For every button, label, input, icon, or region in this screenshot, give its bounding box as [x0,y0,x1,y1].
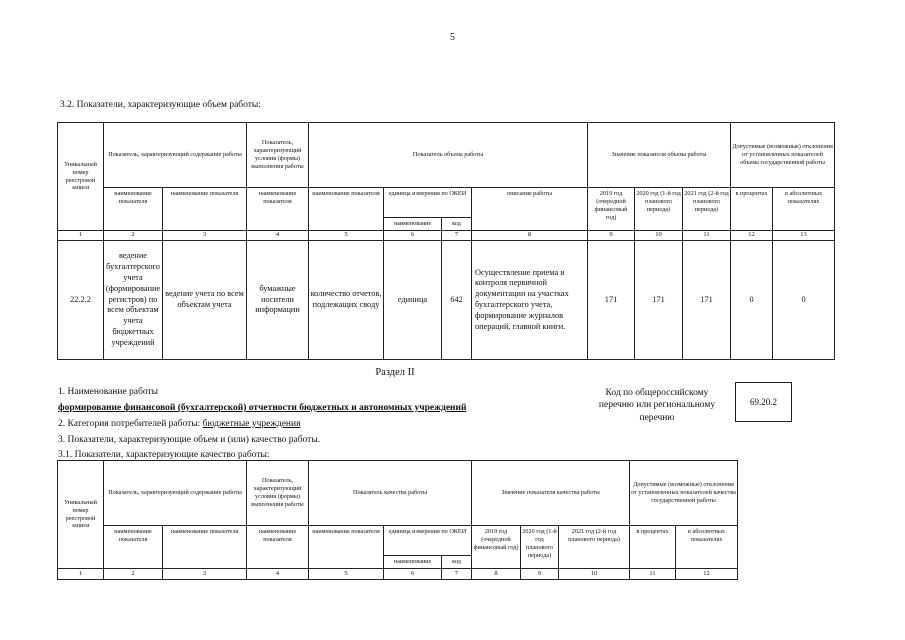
col-num: 7 [442,569,472,580]
cell-value-2019: 171 [588,241,635,360]
th-unique-number: Уникальный номер реестровой записи [58,461,104,569]
col-num: 2 [104,231,163,241]
col-num: 12 [676,569,738,580]
th-year-2020: 2020 год (1-й год планового периода) [521,526,559,569]
th-indicator-content: Показатель, характеризующий содержание работы [104,123,247,188]
th-indicator-conditions: Показатель, характеризующий условия (формы) выполнения работы [247,123,309,188]
registry-code-value: 69.20.2 [750,397,777,407]
col-num: 1 [58,231,104,241]
col-num: 6 [384,231,442,241]
th-name-3: наименование показателя [247,526,309,569]
col-num: 5 [309,231,384,241]
th-name-3: наименование показателя [247,188,309,231]
work-name-value: формирование финансовой (бухгалтерской) отчетности бюджетных и автономных учреждений [58,403,467,413]
th-year-2020: 2020 год (1-й год планового периода) [635,188,683,231]
col-num: 3 [163,569,247,580]
th-quality-value: Значение показателя качества работы [472,461,630,526]
th-unique-number: Уникальный номер реестровой записи [58,123,104,231]
col-num: 8 [472,569,521,580]
th-absolute: в абсолютных показателях [773,188,835,231]
section-title: Раздел II [375,367,415,378]
cell-value-2021: 171 [683,241,731,360]
th-absolute: в абсолютных показателях [676,526,738,569]
table-row [58,241,835,360]
cell-deviation-percent: 0 [731,241,773,360]
column-numbers-row [58,231,835,241]
th-percent: в процентах [731,188,773,231]
th-year-2021: 2021 год (2-й год планового периода) [683,188,731,231]
column-numbers-row [58,569,738,580]
cell-registry-id: 22.2.2 [58,241,104,360]
col-num: 5 [309,569,384,580]
cell-condition: бумажные носители информации [247,241,309,360]
consumer-category [58,419,300,429]
col-num: 2 [104,569,163,580]
th-name-2: наименование показателя [163,188,247,231]
th-name-4: наименование показателя [309,188,384,231]
th-deviation: Допустимые (возможные) отклонения от установленных показателей качества государственной работы [630,461,738,526]
col-num: 3 [163,231,247,241]
col-num: 13 [773,231,835,241]
th-deviation: Допустимые (возможные) отклонения от установленных показателей объема государственной работы [731,123,835,188]
cell-value-2020: 171 [635,241,683,360]
cell-deviation-absolute: 0 [773,241,835,360]
page-number: 5 [450,32,455,43]
col-num: 6 [384,569,442,580]
th-indicator-conditions: Показатель, характеризующий условия (формы) выполнения работы [247,461,309,526]
volume-table [57,122,835,360]
th-name-2: наименование показателя [163,526,247,569]
th-unit: единица измерения по ОКЕИ [384,188,472,218]
th-unit-code: код [442,556,472,569]
th-name-1: наименование показателя [104,526,163,569]
cell-description: Осуществление приема и контроля первичной документации на участках бухгалтерского учета, формирование журналов операций, главной книги. [472,241,588,360]
th-year-2019: 2019 год (очередной финансовый год) [588,188,635,231]
col-num: 9 [588,231,635,241]
col-num: 10 [635,231,683,241]
cell-indicator-2: ведение учета по всем объектам учета [163,241,247,360]
th-description: описание работы [472,188,588,231]
col-num: 11 [630,569,676,580]
indicators-heading: 3. Показатели, характеризующие объем и (или) качество работы. [58,435,321,445]
registry-code-box [735,382,792,422]
cell-indicator-1: ведение бухгалтерского учета (формирование регистров) по всем объектам учета бюджетных учреждений [104,241,163,360]
col-num: 4 [247,231,309,241]
col-num: 4 [247,569,309,580]
quality-table [57,460,738,580]
cell-unit-code: 642 [442,241,472,360]
consumer-category-label: 2. Категория потребителей работы: [58,419,203,429]
col-num: 10 [559,569,630,580]
col-num: 8 [472,231,588,241]
th-year-2021: 2021 год (2-й год планового периода) [559,526,630,569]
th-unit-name: наименование [384,556,442,569]
cell-unit-name: единица [384,241,442,360]
th-unit-code: код [442,218,472,231]
th-percent: в процентах [630,526,676,569]
th-volume-indicator: Показатель объема работы [309,123,588,188]
col-num: 9 [521,569,559,580]
quality-indicators-heading: 3.1. Показатели, характеризующие качество работы: [58,450,270,460]
col-num: 7 [442,231,472,241]
registry-code-label: Код по общероссийскому перечню или региональному перечню [598,388,716,423]
col-num: 1 [58,569,104,580]
section-3-2-title: 3.2. Показатели, характеризующие объем работы: [60,100,261,110]
work-name-label: 1. Наименование работы [58,387,159,397]
th-indicator-content: Показатель, характеризующий содержание работы [104,461,247,526]
th-unit-name: наименование [384,218,442,231]
consumer-category-value: бюджетные учреждения [202,419,301,429]
th-name-1: наименование показателя [104,188,163,231]
th-unit: единица измерения по ОКЕИ [384,526,472,556]
th-name-4: наименование показателя [309,526,384,569]
col-num: 12 [731,231,773,241]
th-year-2019: 2019 год (очередной финансовый год) [472,526,521,569]
th-volume-value: Значение показателя объема работы [588,123,731,188]
th-quality-indicator: Показатель качества работы [309,461,472,526]
col-num: 11 [683,231,731,241]
cell-volume-name: количество отчетов, подлежащих своду [309,241,384,360]
